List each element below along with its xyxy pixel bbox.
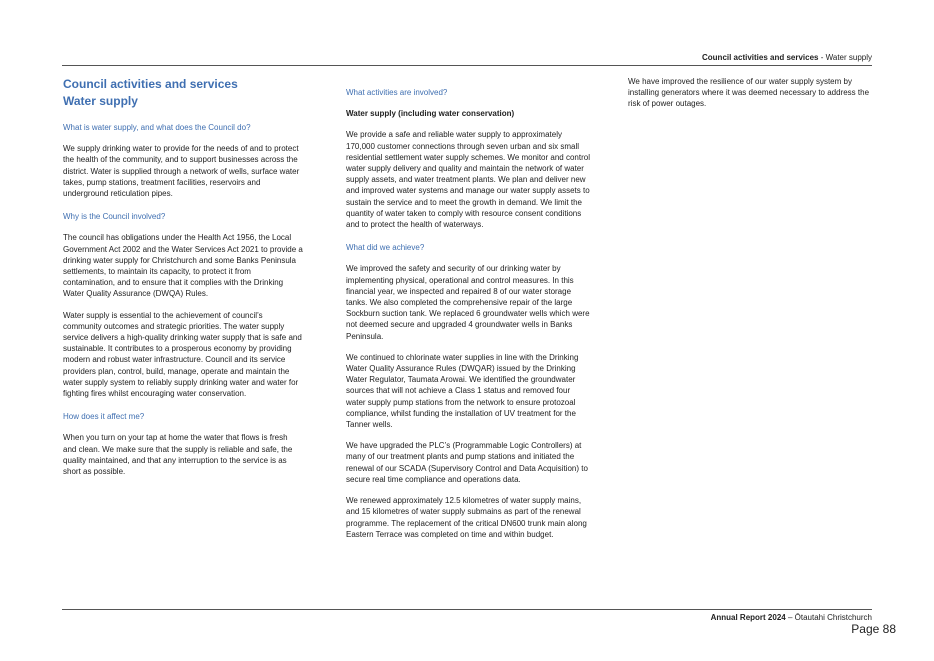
question-heading: Why is the Council involved?	[63, 212, 166, 222]
paragraph: We improved the safety and security of our drinking water by implementing physical, operational and control measures. In this financial year, we inspected and repaired 8 of our water storage tanks. We also completed the comprehensive repair of the large Sockburn suction tank. We replaced 6 groundwater wells which were not deemed secure and upgraded 4 groundwater wells in Banks Peninsula.	[346, 264, 590, 341]
running-header-section: Council activities and services	[702, 53, 819, 62]
paragraph: When you turn on your tap at home the water that flows is fresh and clean. We make sure that the supply is reliable and safe, the quality maintained, and that any interruption to the service is as short as possible.	[63, 433, 293, 477]
paragraph: The council has obligations under the Health Act 1956, the Local Government Act 2002 and the Water Services Act 2021 to provide a drinking water supply for Christchurch and some Banks Peninsula settlements, to maintain its capacity, to protect it from contamination, and to ensure that it complies with the Drinking Water Quality Assurance (DWQA) Rules.	[63, 233, 303, 299]
running-header	[702, 53, 872, 62]
question-heading: What did we achieve?	[346, 243, 425, 253]
paragraph: We renewed approximately 12.5 kilometres of water supply mains, and 15 kilometres of water supply submains as part of the renewal programme. The replacement of the critical DN600 trunk main along Eastern Terrace was completed on time and within budget.	[346, 496, 587, 539]
header-rule	[62, 65, 872, 66]
column-left	[63, 76, 303, 487]
page-title-line2: Water supply	[63, 94, 138, 108]
page-number: Page 88	[851, 622, 896, 636]
section-heading: Water supply (including water conservation)	[346, 109, 515, 119]
question-heading: What activities are involved?	[346, 88, 448, 97]
column-middle	[346, 87, 591, 550]
report-title: Annual Report 2024	[710, 613, 786, 622]
footer-rule	[62, 609, 872, 610]
paragraph: We continued to chlorinate water supplies in line with the Drinking Water Quality Assurance Rules (DWQAR) issued by the Drinking Water Regulator, Taumata Arowai. We identified the groundwater sources that will not achieve a Class 1 status and removed four water supply pump stations from the network to ensure protozoal compliance, whilst funding the installation of UV treatment for the Tanner wells.	[346, 352, 579, 430]
running-footer	[711, 613, 872, 622]
paragraph: We supply drinking water to provide for the needs of and to protect the health of the community, and to support businesses across the district. Water is supplied through a network of wells, surface water takes, pump stations, treatment facilities, reservoirs and underground reticulation pipes.	[63, 144, 300, 199]
page-title	[63, 76, 303, 110]
paragraph: We have upgraded the PLC’s (Programmable Logic Controllers) at many of our treatment plants and pump stations and initiated the renewal of our SCADA (Supervisory Control and Data Acquisition) to secure real time compliance and operations data.	[346, 441, 588, 484]
paragraph: Water supply is essential to the achievement of council’s community outcomes and strategic priorities. The water supply service delivers a high-quality drinking water supply that is safe and sustainable. It contributes to a prosperous economy by providing modern and robust water infrastructure. Council and its service providers plan, control, build, manage, operate and maintain the water supply system to reliably supply drinking water and water for fighting fires whilst encouraging water conservation.	[63, 310, 302, 399]
report-location: – Ōtautahi Christchurch	[785, 613, 872, 622]
running-header-topic: - Water supply	[818, 53, 872, 62]
paragraph: We provide a safe and reliable water supply to approximately 170,000 customer connections through seven urban and six small residential settlement water supply schemes. We monitor and control water supply delivery and quality and maintain the network of water supply assets, and water treatment plants. We plan and deliver new and improved water systems and manage our water supply assets to sustain the service and to meet the growth in demand. We limit the quantity of water taken to comply with resource consent conditions and to protect the health of waterways.	[346, 130, 590, 230]
question-heading: What is water supply, and what does the Council do?	[63, 123, 251, 132]
column-right	[628, 76, 873, 120]
question-heading: How does it affect me?	[63, 412, 145, 422]
paragraph: We have improved the resilience of our water supply system by installing generators where it was deemed necessary to address the risk of power outages.	[628, 77, 870, 109]
page-title-line1: Council activities and services	[63, 77, 238, 91]
